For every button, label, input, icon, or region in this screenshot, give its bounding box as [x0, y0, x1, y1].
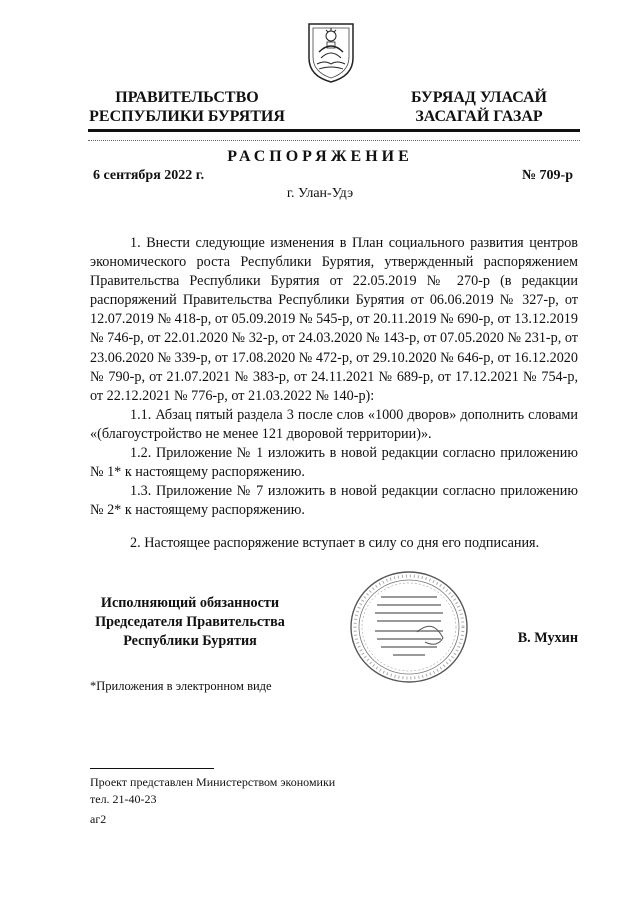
paragraph-2: 2. Настоящее распоряжение вступает в силу со дня его подписания.	[130, 535, 540, 552]
header-left-line1: ПРАВИТЕЛЬСТВО	[115, 89, 259, 106]
signatory-name: В. Мухин	[517, 630, 578, 646]
paragraph-1-3: 1.3. Приложение № 7 изложить в новой редакции согласно приложению № 2* к настоящему распоряжению.	[90, 483, 578, 519]
document-number: № 709-р	[521, 168, 573, 183]
paragraph-1-2: 1.2. Приложение № 1 изложить в новой редакции согласно приложению № 1* к настоящему распоряжению.	[90, 445, 578, 481]
coat-of-arms-icon	[305, 18, 357, 84]
header-right-line1: БУРЯАД УЛАСАЙ	[411, 89, 547, 106]
footer-line2: тел. 21-40-23	[90, 792, 157, 806]
header-dotted-divider	[88, 140, 580, 141]
footer-code: аг2	[90, 812, 107, 826]
header-divider	[88, 129, 580, 132]
government-name-bua	[384, 88, 574, 126]
document-date: 6 сентября 2022 г.	[93, 168, 205, 183]
document-city: г. Улан-Удэ	[286, 186, 354, 201]
footer-line1: Проект представлен Министерством экономики	[90, 775, 336, 789]
footer-info	[90, 774, 335, 808]
paragraph-1: 1. Внести следующие изменения в План социального развития центров экономического роста Республики Бурятия, утвержденный распоряжением Правительства Республики Бурятия от 22.05.2019 № 270-р (в редакции распоряжений Правительства Республики Бурятия от 06.06.2019 № 327-р, от 12.07.2019 № 418-р, от 05.09.2019 № 545-р, от 20.11.2019 № 690-р, от 13.12.2019 № 746-р, от 22.01.2020 № 32-р, от 24.03.2020 № 143-р, от 07.05.2020 № 231-р, от 23.06.2020 № 339-р, от 17.08.2020 № 472-р, от 29.10.2020 № 646-р, от 16.12.2020 № 790-р, от 21.07.2021 № 383-р, от 24.11.2021 № 689-р, от 17.12.2021 № 754-р, от 22.12.2021 № 776-р, от 21.03.2022 № 140-р):	[90, 235, 578, 404]
paragraph-1-1: 1.1. Абзац пятый раздела 3 после слов «1000 дворов» дополнить словами «(благоустройство не менее 121 дворовой территории)».	[90, 406, 578, 442]
header-right-line2: ЗАСАГАЙ ГАЗАР	[415, 108, 543, 125]
signatory-line3: Республики Бурятия	[123, 633, 257, 649]
document-title: РАСПОРЯЖЕНИЕ	[227, 148, 413, 165]
document-body	[90, 234, 578, 554]
official-seal-icon	[347, 568, 471, 686]
signatory-title	[82, 594, 298, 651]
signatory-line2: Председателя Правительства	[95, 614, 285, 630]
header-left-line2: РЕСПУБЛИКИ БУРЯТИЯ	[89, 108, 285, 125]
government-name-ru	[82, 88, 292, 126]
footer-divider	[90, 768, 214, 769]
signatory-line1: Исполняющий обязанности	[100, 595, 280, 611]
appendix-note: *Приложения в электронном виде	[90, 679, 272, 693]
